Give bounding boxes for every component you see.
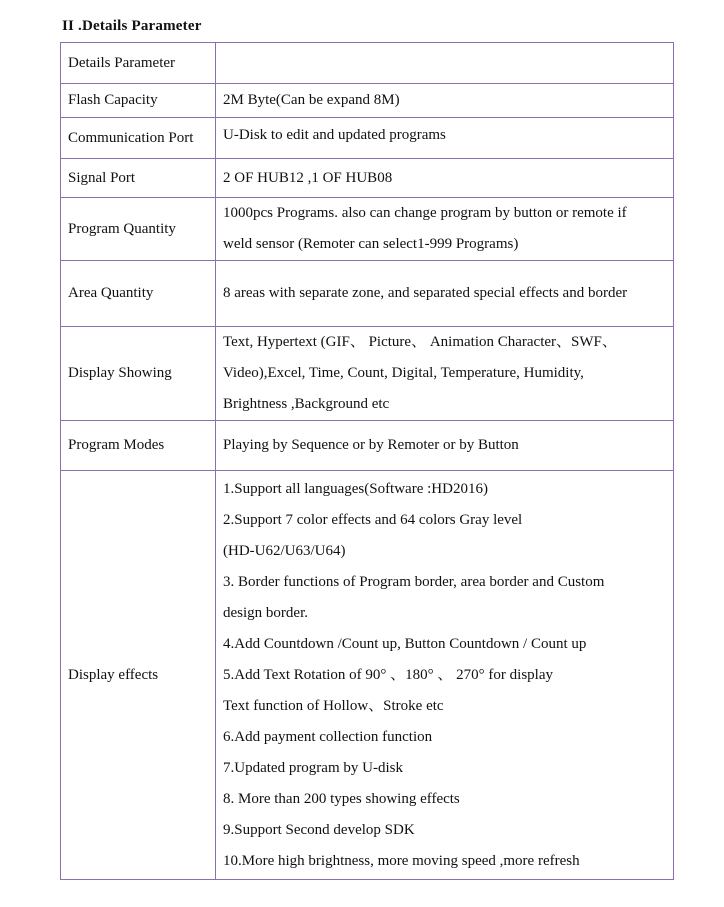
row-value	[216, 327, 674, 421]
value-line: 9.Support Second develop SDK	[223, 821, 415, 838]
row-label: Details Parameter	[61, 43, 216, 84]
value-line: 6.Add payment collection function	[223, 728, 433, 745]
table-row	[61, 198, 674, 261]
value-line: Text, Hypertext (GIF、 Picture、 Animation Character、SWF、	[223, 334, 617, 350]
section-heading: II .Details Parameter	[62, 18, 202, 34]
row-value: U-Disk to edit and updated programs	[216, 118, 674, 159]
row-value	[216, 471, 674, 880]
row-value	[216, 43, 674, 84]
value-line: Text function of Hollow、Stroke etc	[223, 697, 444, 714]
row-label: Flash Capacity	[61, 84, 216, 118]
row-label: Program Modes	[61, 421, 216, 471]
value-line: 2.Support 7 color effects and 64 colors Gray level	[223, 511, 523, 528]
row-label: Program Quantity	[61, 198, 216, 261]
table-row	[61, 421, 674, 471]
value-line: 3. Border functions of Program border, area border and Custom	[223, 573, 605, 590]
value-line: weld sensor (Remoter can select1-999 Programs)	[223, 236, 519, 252]
row-label: Area Quantity	[61, 261, 216, 327]
row-value: 8 areas with separate zone, and separated special effects and border	[216, 261, 674, 327]
value-line: 8. More than 200 types showing effects	[223, 790, 460, 807]
row-value: 2 OF HUB12 ,1 OF HUB08	[216, 159, 674, 198]
row-label: Display Showing	[61, 327, 216, 421]
table-row	[61, 118, 674, 159]
details-parameter-table	[60, 42, 674, 880]
value-line: 4.Add Countdown /Count up, Button Countdown / Count up	[223, 635, 587, 652]
row-label: Display effects	[61, 471, 216, 880]
table-row	[61, 327, 674, 421]
row-label: Signal Port	[61, 159, 216, 198]
table-row	[61, 84, 674, 118]
value-line: (HD-U62/U63/U64)	[223, 542, 346, 559]
row-value	[216, 198, 674, 261]
row-label: Communication Port	[61, 118, 216, 159]
value-line: 1.Support all languages(Software :HD2016)	[223, 480, 488, 497]
value-line: 1000pcs Programs. also can change program by button or remote if	[223, 205, 627, 221]
value-line: 5.Add Text Rotation of 90° 、180° 、 270° for display	[223, 666, 553, 683]
value-line: Brightness ,Background etc	[223, 396, 390, 412]
row-value: Playing by Sequence or by Remoter or by Button	[216, 421, 674, 471]
value-line: 10.More high brightness, more moving speed ,more refresh	[223, 852, 580, 869]
row-value: 2M Byte(Can be expand 8M)	[216, 84, 674, 118]
table-row	[61, 43, 674, 84]
value-line: 7.Updated program by U-disk	[223, 759, 403, 776]
value-line: design border.	[223, 604, 308, 621]
table-row	[61, 159, 674, 198]
table-row	[61, 471, 674, 880]
value-line: Video),Excel, Time, Count, Digital, Temperature, Humidity,	[223, 365, 584, 381]
table-row	[61, 261, 674, 327]
